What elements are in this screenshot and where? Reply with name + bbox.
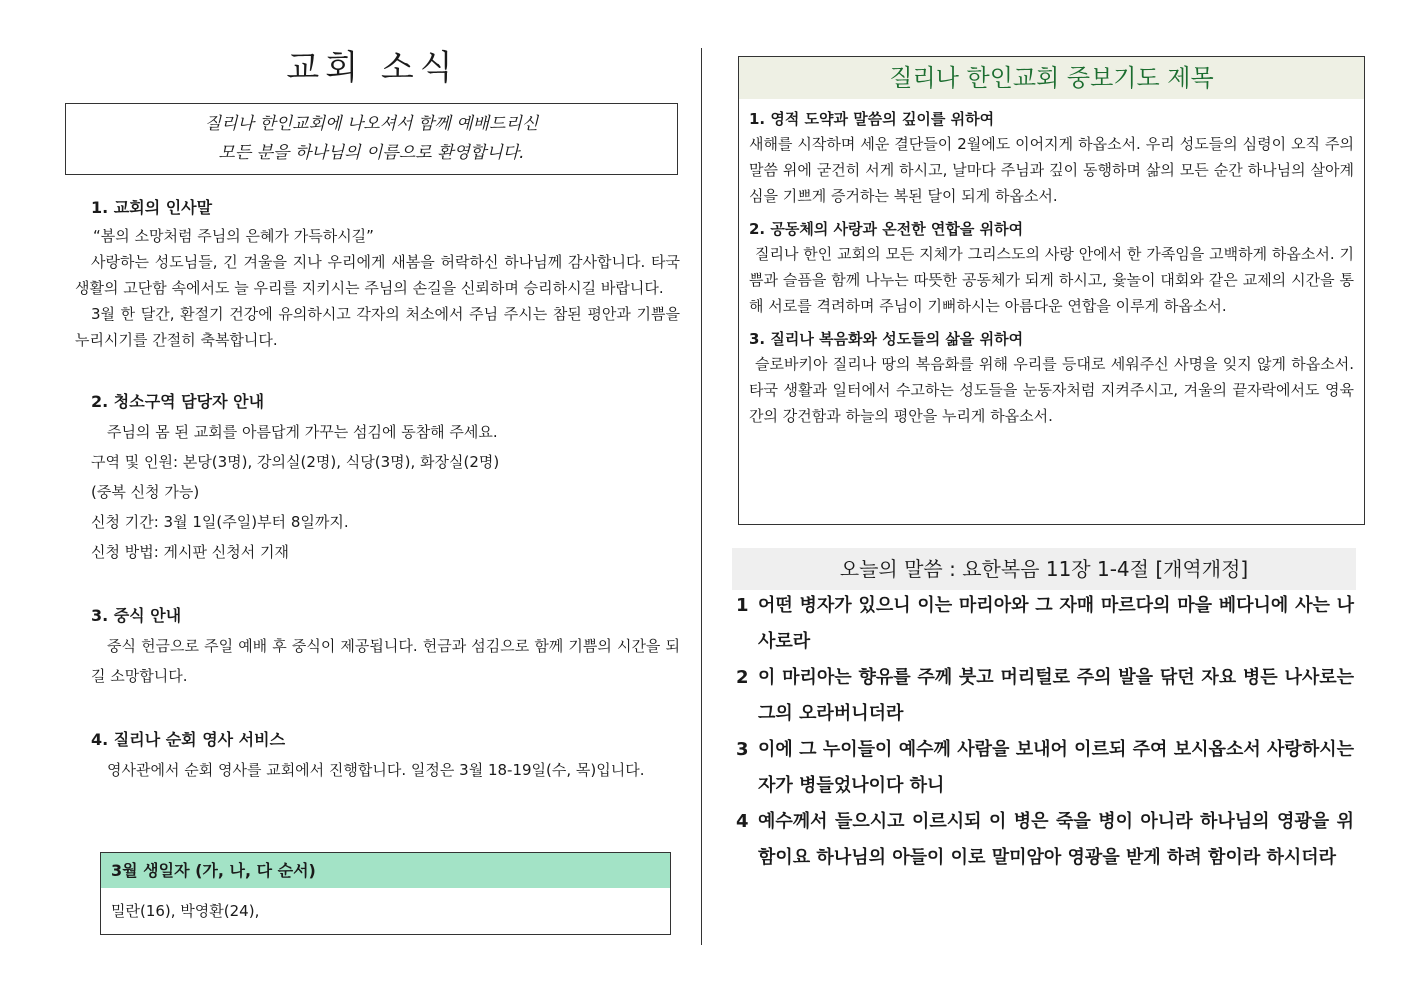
welcome-line-1: 질리나 한인교회에 나오셔서 함께 예배드리신 bbox=[204, 114, 539, 134]
paragraph: 주님의 몸 된 교회를 아름답게 가꾸는 섬김에 동참해 주세요. bbox=[107, 423, 498, 441]
prayer-box bbox=[738, 56, 1365, 525]
verse-number: 3 bbox=[736, 739, 749, 760]
welcome-line-2: 모든 분을 하나님의 이름으로 환영합니다. bbox=[218, 143, 525, 163]
paragraph: 구역 및 인원: 본당(3명), 강의실(2명), 식당(3명), 화장실(2명) bbox=[91, 453, 500, 471]
birthday-box bbox=[100, 852, 671, 935]
section-greeting bbox=[65, 193, 680, 353]
section-title: 4. 질리나 순회 영사 서비스 bbox=[91, 730, 286, 749]
verse bbox=[736, 588, 1354, 660]
scripture-verses bbox=[736, 588, 1354, 876]
verse-text: 예수께서 들으시고 이르시되 이 병은 죽을 병이 아니라 하나님의 영광을 위함이요 하나님의 아들이 이로 말미암아 영광을 받게 하려 함이라 하시더라 bbox=[758, 811, 1354, 868]
section-cleaning bbox=[65, 387, 680, 567]
section-lunch bbox=[65, 601, 680, 691]
prayer-item-title: 1. 영적 도약과 말씀의 깊이를 위하여 bbox=[749, 110, 995, 128]
verse-text: 이에 그 누이들이 예수께 사람을 보내어 이르되 주여 보시옵소서 사랑하시는 자가 병들었나이다 하니 bbox=[758, 739, 1354, 796]
news-column bbox=[65, 40, 680, 785]
prayer-item-text: 질리나 한인 교회의 모든 지체가 그리스도의 사랑 안에서 한 가족임을 고백하게 하옵소서. 기쁨과 슬픔을 함께 나누는 따뜻한 공동체가 되게 하시고, 윷놀이 대회와 같은 교제의 시간을 통해 서로를 격려하며 주님이 기뻐하시는 아름다운 연합을 이루게 하옵소서. bbox=[749, 245, 1354, 315]
section-consular bbox=[65, 725, 680, 785]
scripture-heading: 오늘의 말씀 : 요한복음 11장 1-4절 [개역개정] bbox=[732, 548, 1356, 590]
verse bbox=[736, 804, 1354, 876]
verse bbox=[736, 732, 1354, 804]
prayer-item-text: 슬로바키아 질리나 땅의 복음화를 위해 우리를 등대로 세워주신 사명을 잊지 않게 하옵소서. 타국 생활과 일터에서 수고하는 성도들을 눈동자처럼 지켜주시고, 겨울의 끝자락에서도 영육 간의 강건함과 하늘의 평안을 누리게 하옵소서. bbox=[749, 355, 1354, 425]
prayer-item-text: 새해를 시작하며 세운 결단들이 2월에도 이어지게 하옵소서. 우리 성도들의 심령이 오직 주의 말씀 위에 굳건히 서게 하시고, 날마다 주님과 깊이 동행하며 삶의 모든 순간 하나님의 살아계심을 기쁘게 증거하는 복된 달이 되게 하옵소서. bbox=[749, 135, 1354, 205]
prayer-item-title: 3. 질리나 복음화와 성도들의 삶을 위하여 bbox=[749, 330, 1024, 348]
section-title: 2. 청소구역 담당자 안내 bbox=[91, 392, 265, 411]
prayer-body bbox=[739, 99, 1364, 429]
paragraph: (중복 신청 가능) bbox=[91, 483, 200, 501]
paragraph: 신청 방법: 게시판 신청서 기재 bbox=[91, 543, 290, 561]
paragraph: 영사관에서 순회 영사를 교회에서 진행합니다. 일정은 3월 18-19일(수, 목)입니다. bbox=[107, 761, 645, 779]
birthday-title: 3월 생일자 (가, 나, 다 순서) bbox=[101, 853, 670, 888]
verse-text: 이 마리아는 향유를 주께 붓고 머리털로 주의 발을 닦던 자요 병든 나사로는 그의 오라버니더라 bbox=[758, 667, 1354, 724]
verse-number: 1 bbox=[736, 595, 749, 616]
prayer-item-title: 2. 공동체의 사랑과 온전한 연합을 위하여 bbox=[749, 220, 1024, 238]
paragraph: 신청 기간: 3월 1일(주일)부터 8일까지. bbox=[91, 513, 349, 531]
paragraph: “봄의 소망처럼 주님의 은혜가 가득하시길” bbox=[93, 227, 374, 245]
section-title: 1. 교회의 인사말 bbox=[91, 198, 213, 217]
paragraph: 사랑하는 성도님들, 긴 겨울을 지나 우리에게 새봄을 허락하신 하나님께 감사합니다. 타국 생활의 고단함 속에서도 늘 우리를 지키시는 주님의 손길을 신뢰하며 승리하시길 바랍니다. bbox=[75, 253, 680, 297]
welcome-box bbox=[65, 103, 678, 175]
verse-number: 4 bbox=[736, 811, 749, 832]
prayer-title: 질리나 한인교회 중보기도 제목 bbox=[739, 57, 1364, 99]
section-title: 3. 중식 안내 bbox=[91, 606, 182, 625]
paragraph: 중식 헌금으로 주일 예배 후 중식이 제공됩니다. 헌금과 섬김으로 함께 기쁨의 시간을 되길 소망합니다. bbox=[91, 637, 680, 685]
page-title: 교회 소식 bbox=[286, 48, 459, 88]
verse bbox=[736, 660, 1354, 732]
verse-text: 어떤 병자가 있으니 이는 마리아와 그 자매 마르다의 마을 베다니에 사는 나사로라 bbox=[758, 595, 1354, 652]
verse-number: 2 bbox=[736, 667, 749, 688]
column-divider bbox=[701, 48, 702, 945]
paragraph: 3월 한 달간, 환절기 건강에 유의하시고 각자의 처소에서 주님 주시는 참된 평안과 기쁨을 누리시기를 간절히 축복합니다. bbox=[75, 305, 680, 349]
birthday-names: 밀란(16), 박영환(24), bbox=[111, 902, 260, 920]
